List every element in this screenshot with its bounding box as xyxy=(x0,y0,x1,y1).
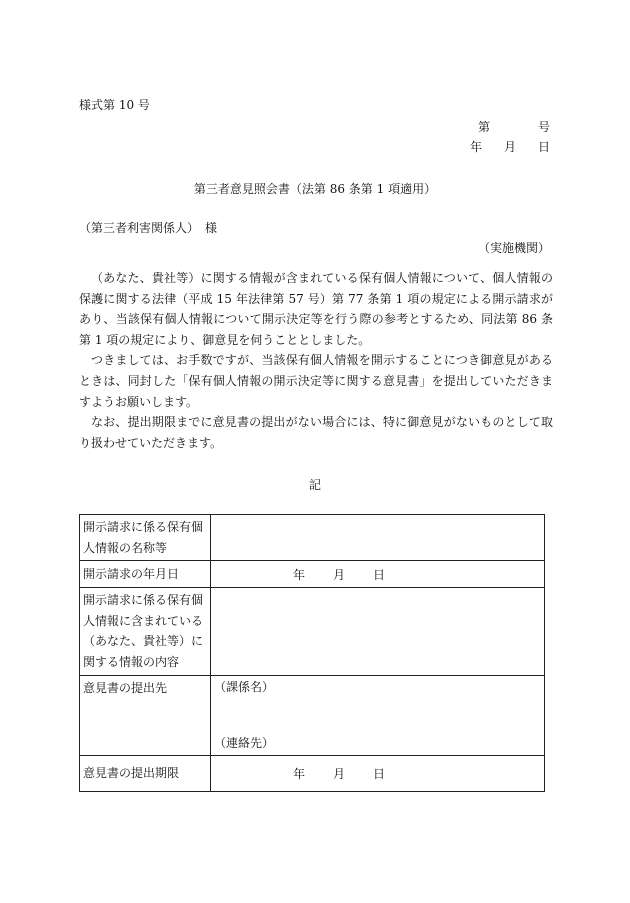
row-label-submit-to: 意見書の提出先 xyxy=(80,676,211,756)
row-value-info-name xyxy=(211,515,545,561)
document-title: 第三者意見照会書（法第 86 条第 1 項適用） xyxy=(193,182,437,196)
form-number: 様式第 10 号 xyxy=(79,98,150,112)
table-row xyxy=(80,588,545,676)
number-suffix: 号 xyxy=(537,120,550,134)
row-label-deadline: 意見書の提出期限 xyxy=(80,756,211,792)
section-name-label: （課係名） xyxy=(214,680,275,694)
request-date-year: 年 xyxy=(293,567,306,582)
number-prefix: 第 xyxy=(477,120,490,134)
row-value-request-date xyxy=(211,561,545,588)
note-label: 記 xyxy=(308,478,321,492)
body-text xyxy=(79,268,553,453)
deadline-year: 年 xyxy=(293,767,306,781)
request-date-day: 日 xyxy=(373,567,386,582)
table-row xyxy=(80,561,545,588)
deadline-month: 月 xyxy=(333,767,346,781)
body-paragraph-3: なお、提出期限までに意見書の提出がない場合には、特に御意見がないものとして取り扱わせていただきます。 xyxy=(79,415,553,450)
document-date-line xyxy=(470,138,550,155)
table-row xyxy=(80,515,545,561)
row-value-deadline xyxy=(211,756,545,792)
date-month: 月 xyxy=(503,140,516,154)
body-paragraph-1: （あなた、貴社等）に関する情報が含まれている保有個人情報について、個人情報の保護に関する法律（平成 15 年法律第 57 号）第 77 条第 1 項の規定による開示請求があり、当該保有個人情報について開示決定等を行う際の参考とするため、同法第 86 条第 1 項の規定により、御意見を伺うこととしました。 xyxy=(79,271,553,347)
sender: （実施機関） xyxy=(477,241,550,255)
row-label-request-date: 開示請求の年月日 xyxy=(80,561,211,588)
table-row xyxy=(80,756,545,792)
request-date-month: 月 xyxy=(333,567,346,582)
date-year: 年 xyxy=(469,140,482,154)
row-value-info-content xyxy=(211,588,545,676)
info-table xyxy=(79,514,545,792)
deadline-day: 日 xyxy=(373,767,386,781)
row-label-info-content: 開示請求に係る保有個人情報に含まれている（あなた、貴社等）に関する情報の内容 xyxy=(80,588,211,676)
body-paragraph-2: つきましては、お手数ですが、当該保有個人情報を開示することにつき御意見があるときは、同封した「保有個人情報の開示決定等に関する意見書」を提出していただきますようお願いします。 xyxy=(79,353,553,409)
date-day: 日 xyxy=(537,140,550,154)
row-label-info-name: 開示請求に係る保有個人情報の名称等 xyxy=(80,515,211,561)
row-value-submit-to xyxy=(211,676,545,756)
addressee: （第三者利害関係人） 様 xyxy=(79,221,218,235)
document-number-line xyxy=(478,118,550,135)
table-row xyxy=(80,676,545,756)
contact-label: （連絡先） xyxy=(214,736,275,750)
